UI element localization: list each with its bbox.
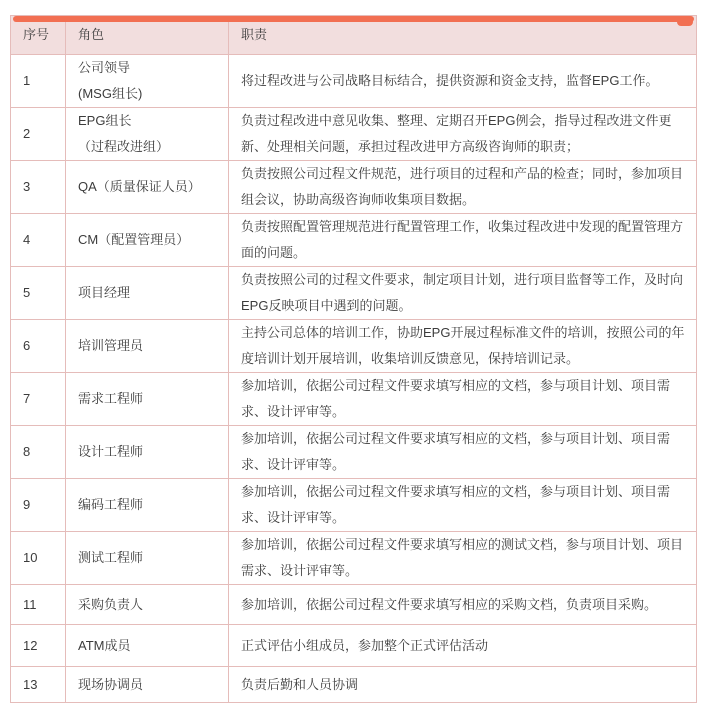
header-cell-duty: 职责 bbox=[229, 16, 697, 55]
cell-duty: 参加培训，依据公司过程文件要求填写相应的采购文档，负责项目采购。 bbox=[229, 585, 697, 625]
cell-no: 9 bbox=[11, 479, 66, 532]
cell-no: 2 bbox=[11, 108, 66, 161]
cell-duty: 参加培训，依据公司过程文件要求填写相应的测试文档，参与项目计划、项目需求、设计评审等。 bbox=[229, 532, 697, 585]
cell-duty: 负责过程改进中意见收集、整理、定期召开EPG例会，指导过程改进文件更新、处理相关问题，承担过程改进甲方高级咨询师的职责； bbox=[229, 108, 697, 161]
table-row bbox=[11, 214, 697, 267]
cell-no: 8 bbox=[11, 426, 66, 479]
table-row bbox=[11, 373, 697, 426]
cell-duty: 将过程改进与公司战略目标结合，提供资源和资金支持，监督EPG工作。 bbox=[229, 55, 697, 108]
cell-duty: 参加培训，依据公司过程文件要求填写相应的文档，参与项目计划、项目需求、设计评审等。 bbox=[229, 373, 697, 426]
table-row bbox=[11, 585, 697, 625]
cell-duty: 负责按照配置管理规范进行配置管理工作，收集过程改进中发现的配置管理方面的问题。 bbox=[229, 214, 697, 267]
cell-no: 10 bbox=[11, 532, 66, 585]
cell-no: 3 bbox=[11, 161, 66, 214]
cell-role bbox=[66, 320, 229, 373]
table-row bbox=[11, 667, 697, 703]
cell-duty: 参加培训，依据公司过程文件要求填写相应的文档，参与项目计划、项目需求、设计评审等。 bbox=[229, 479, 697, 532]
role-line: 公司领导 bbox=[78, 60, 131, 75]
header-cell-role: 角色 bbox=[66, 16, 229, 55]
cell-role bbox=[66, 625, 229, 667]
cell-no: 7 bbox=[11, 373, 66, 426]
role-line: 设计工程师 bbox=[78, 444, 144, 459]
role-line: （过程改进组） bbox=[78, 139, 170, 154]
header-cell-no: 序号 bbox=[11, 16, 66, 55]
role-line: 采购负责人 bbox=[78, 596, 144, 612]
cell-role bbox=[66, 667, 229, 703]
cell-duty: 参加培训，依据公司过程文件要求填写相应的文档，参与项目计划、项目需求、设计评审等。 bbox=[229, 426, 697, 479]
role-line: 需求工程师 bbox=[78, 391, 144, 406]
cell-no: 1 bbox=[11, 55, 66, 108]
accent-bar-tip bbox=[677, 18, 693, 26]
table-row bbox=[11, 532, 697, 585]
cell-duty: 主持公司总体的培训工作，协助EPG开展过程标准文件的培训，按照公司的年度培训计划开展培训，收集培训反馈意见，保持培训记录。 bbox=[229, 320, 697, 373]
table-row bbox=[11, 108, 697, 161]
table-row bbox=[11, 426, 697, 479]
cell-no: 5 bbox=[11, 267, 66, 320]
role-line: (MSG组长) bbox=[78, 86, 143, 101]
table-body bbox=[11, 55, 697, 703]
top-accent-bar bbox=[13, 16, 694, 22]
cell-no: 6 bbox=[11, 320, 66, 373]
cell-no: 12 bbox=[11, 625, 66, 667]
table-row bbox=[11, 161, 697, 214]
cell-duty: 负责按照公司过程文件规范，进行项目的过程和产品的检查；同时，参加项目组会议，协助高级咨询师收集项目数据。 bbox=[229, 161, 697, 214]
cell-duty: 负责后勤和人员协调 bbox=[229, 667, 697, 703]
cell-role bbox=[66, 479, 229, 532]
cell-role bbox=[66, 426, 229, 479]
role-line: 培训管理员 bbox=[78, 338, 144, 353]
role-line: EPG组长 bbox=[78, 113, 132, 128]
role-line: QA（质量保证人员） bbox=[78, 179, 201, 194]
table-row bbox=[11, 479, 697, 532]
cell-role bbox=[66, 214, 229, 267]
cell-role bbox=[66, 585, 229, 625]
cell-role bbox=[66, 267, 229, 320]
cell-no: 11 bbox=[11, 585, 66, 625]
cell-role bbox=[66, 373, 229, 426]
cell-role bbox=[66, 108, 229, 161]
role-line: 现场协调员 bbox=[78, 676, 144, 692]
role-line: 项目经理 bbox=[78, 285, 131, 300]
cell-role bbox=[66, 532, 229, 585]
role-line: 测试工程师 bbox=[78, 550, 144, 565]
cell-no: 4 bbox=[11, 214, 66, 267]
cell-duty: 负责按照公司的过程文件要求，制定项目计划，进行项目监督等工作，及时向EPG反映项目中遇到的问题。 bbox=[229, 267, 697, 320]
cell-role bbox=[66, 55, 229, 108]
cell-role bbox=[66, 161, 229, 214]
roles-responsibilities-table bbox=[10, 15, 697, 703]
table-row bbox=[11, 55, 697, 108]
role-line: ATM成员 bbox=[78, 637, 131, 653]
table-row bbox=[11, 267, 697, 320]
role-line: 编码工程师 bbox=[78, 497, 144, 512]
table-row bbox=[11, 625, 697, 667]
cell-duty: 正式评估小组成员，参加整个正式评估活动 bbox=[229, 625, 697, 667]
cell-no: 13 bbox=[11, 667, 66, 703]
role-line: CM（配置管理员） bbox=[78, 232, 190, 247]
table-row bbox=[11, 320, 697, 373]
